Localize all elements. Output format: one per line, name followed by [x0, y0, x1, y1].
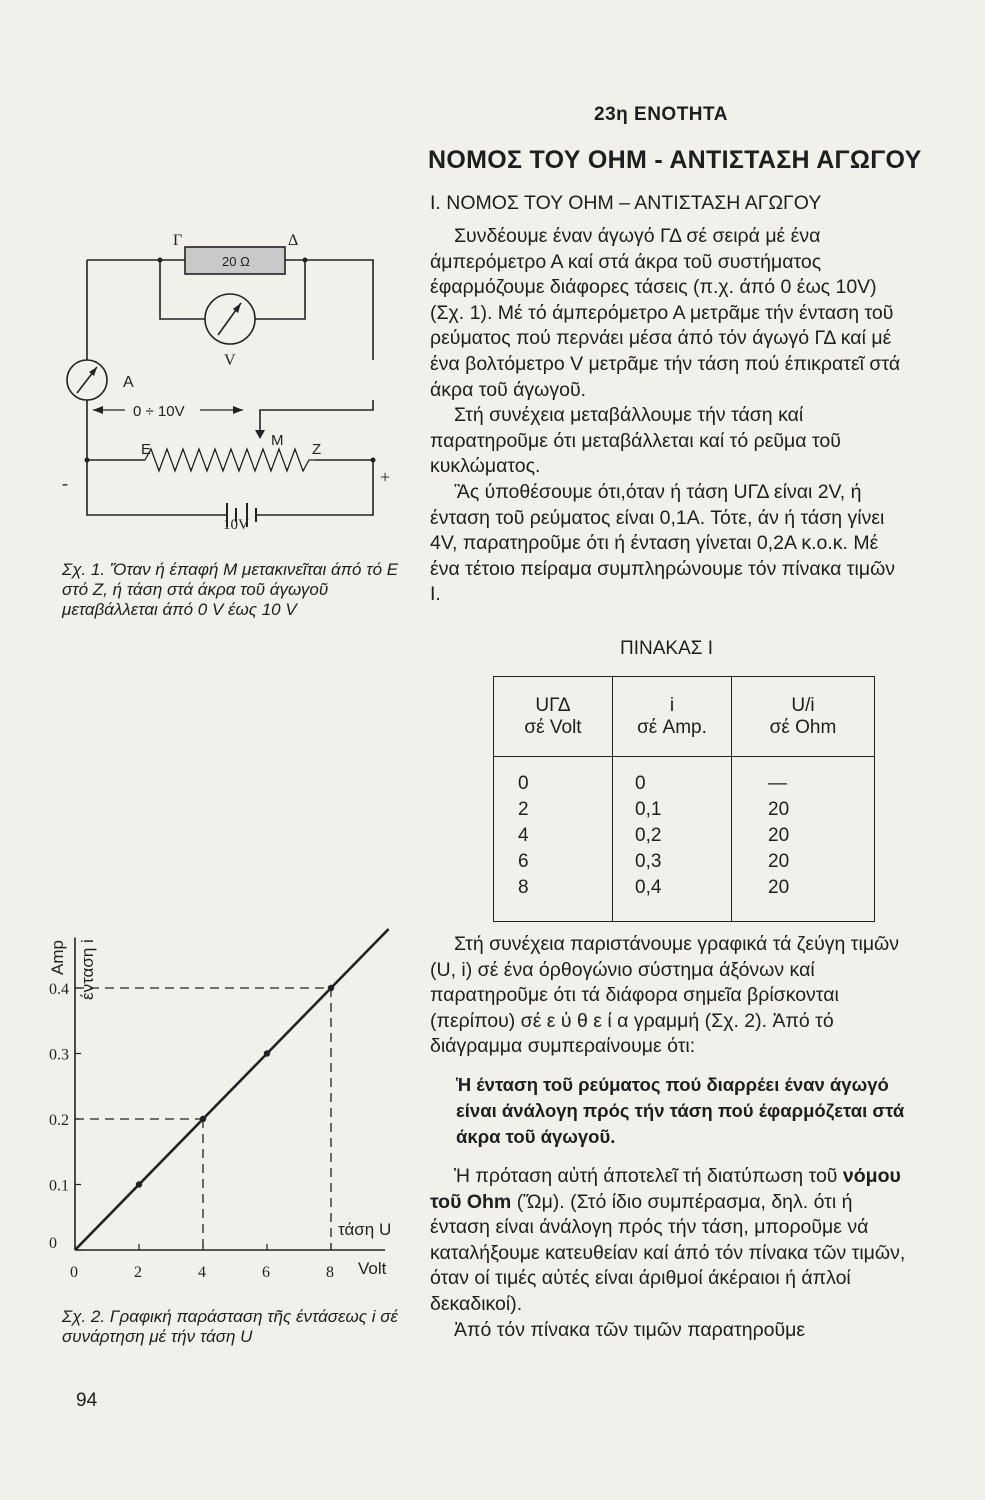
label-plus: + — [380, 467, 391, 487]
junction-dot — [85, 458, 90, 463]
header-cell-i — [613, 677, 732, 757]
cell: 20 — [768, 851, 790, 872]
cell: 4 — [518, 825, 529, 846]
paragraph-1 — [430, 224, 908, 608]
header-u-line1: UΓΔ — [535, 694, 571, 716]
y-axis-unit: Amp — [48, 940, 67, 975]
column-ratio — [732, 757, 875, 922]
page-title: ΝΟΜΟΣ ΤΟΥ ΟΗΜ - ΑΝΤΙΣΤΑΣΗ ΑΓΩΓΟΥ — [428, 146, 922, 174]
top-wire — [87, 260, 373, 360]
label-v: V — [224, 352, 236, 369]
junction-dot — [303, 258, 308, 263]
label-e: E — [141, 441, 152, 458]
cell: 20 — [768, 799, 790, 820]
junction-dot — [158, 258, 163, 263]
label-delta: Δ — [288, 232, 299, 249]
header-cell-ratio — [732, 677, 875, 757]
cell: — — [768, 773, 787, 794]
paragraph-5 — [430, 1164, 908, 1318]
paragraph-1-text: Συνδέουμε έναν άγωγό ΓΔ σέ σειρά μέ ένα άμπερόμετρο Α καί στά άκρα τοῦ συστήματος έφαρμόζουμε διάφορες τάσεις (π.χ. άπό 0 έως 10V) (Σχ. 1). Μέ τό άμπερόμετρο Α μετρᾶμε τήν ένταση τοῦ ρεύματος πού περνάει μέσα άπό τόν άγωγό ΓΔ καί μέ ένα βολτόμετρο V μετρᾶμε τήν τάση πού έπικρατεῖ στά άκρα τοῦ άγωγοῦ. — [430, 225, 901, 401]
x-axis-name-text: τάση U — [338, 1220, 392, 1239]
x-tick-label: 2 — [134, 1264, 142, 1281]
table-header-row — [494, 677, 875, 757]
y-tick-label: 0.2 — [49, 1112, 69, 1129]
label-m: M — [271, 432, 284, 449]
data-point — [264, 1050, 270, 1056]
header-i-line1: i — [669, 694, 675, 716]
subsection-title: Ι. ΝΟΜΟΣ ΤΟΥ ΟΗΜ – ΑΝΤΙΣΤΑΣΗ ΑΓΩΓΟΥ — [430, 192, 822, 214]
cell: 0,2 — [635, 825, 662, 846]
x-tick-label: 4 — [198, 1264, 206, 1281]
y-tick-label: 0.3 — [49, 1046, 69, 1064]
rheostat-zigzag — [145, 449, 315, 471]
label-z: Z — [312, 441, 322, 458]
junction-dot — [371, 458, 376, 463]
data-point — [328, 985, 334, 991]
cell: 0,3 — [635, 851, 662, 872]
x-tick-label: 0 — [70, 1264, 78, 1281]
paragraph-5-end: (Ὤμ). (Στό ίδιο συμπέρασμα, δηλ. ότι ή ένταση είναι άνάλογη πρός τήν τάση, μποροῦμε νά καταλήξουμε κατευθείαν καί άπό τόν πίνακα τῶν τιμῶν, όταν οί τιμές αὐτές είναι άριθμοί άκέραιοι ή άπλοί δεκαδικοί). — [430, 1190, 906, 1315]
y-tick-label: 0.1 — [49, 1177, 69, 1195]
cell: 8 — [518, 877, 529, 898]
range-arrow-left-head — [93, 406, 103, 414]
cell: 20 — [768, 825, 790, 846]
ohm-law-term: νόμου τοῦ Ohm — [430, 1164, 901, 1213]
slider-wire — [260, 400, 373, 430]
table-body-row — [494, 757, 875, 922]
circuit-diagram — [55, 225, 395, 545]
figure-2-caption: Σχ. 2. Γραφική παράσταση τῆς έντάσεως i σέ συνάρτηση μέ τήν τάση U — [62, 1307, 398, 1346]
header-cell-u — [494, 677, 613, 757]
label-minus: - — [62, 473, 68, 493]
label-a: A — [123, 374, 134, 391]
column-u — [494, 757, 613, 922]
header-i-line2: σέ Amp. — [637, 716, 707, 738]
section-header: 23η ΕΝΟΤΗΤΑ — [594, 104, 728, 125]
y-axis-name: ένταση i — [78, 939, 97, 1000]
x-axis-unit: Volt — [358, 1259, 387, 1278]
y-tick-label: 0 — [49, 1235, 57, 1252]
cell: 6 — [518, 851, 529, 872]
ohm-graph — [45, 920, 415, 1290]
x-tick-label: 6 — [262, 1264, 270, 1281]
data-point — [200, 1116, 206, 1122]
cell: 2 — [518, 799, 529, 820]
paragraph-4-text: Στή συνέχεια παριστάνουμε γραφικά τά ζεύγη τιμῶν (U, i) σέ ένα όρθογώνιο σύστημα άξόνων καί παρατηροῦμε ότι τά διάφορα σημεῖα βρίσκονται (περίπου) σέ ε ὐ θ ε ί α γραμμή (Σχ. 2). Ἀπό τό διάγραμμα συμπεραίνουμε ότι: — [430, 933, 900, 1058]
page-number: 94 — [76, 1390, 98, 1411]
label-range: 0 ÷ 10V — [133, 403, 185, 420]
range-arrow-right-head — [233, 406, 243, 414]
cell: 0,1 — [635, 799, 662, 820]
slider-contact — [255, 430, 265, 439]
cell: 0 — [518, 773, 529, 794]
header-ratio-line2: σέ Ohm — [769, 716, 837, 738]
cell: 0 — [635, 773, 646, 794]
figure-1-caption: Σχ. 1. Ὅταν ή έπαφή Μ μετακινεῖται άπό τό Ε στό Ζ, ή τάση στά άκρα τοῦ άγωγοῦ μεταβάλλεται άπό 0 V έως 10 V — [62, 560, 399, 619]
table-title: ΠΙΝΑΚΑΣ Ι — [620, 638, 714, 659]
paragraph-5-start: Ἡ πρόταση αὐτή άποτελεῖ τή διατύπωση τοῦ — [454, 1164, 838, 1187]
data-point — [136, 1181, 142, 1187]
paragraph-2-text: Στή συνέχεια μεταβάλλουμε τήν τάση καί παρατηροῦμε ότι μεταβάλλεται καί τό ρεῦμα τοῦ κυκλώματος. — [430, 404, 841, 478]
label-battery: 10V — [223, 517, 249, 533]
x-axis-name — [338, 1220, 391, 1239]
paragraph-6-text: Ἀπό τόν πίνακα τῶν τιμῶν παρατηροῦμε — [454, 1318, 806, 1341]
column-i — [613, 757, 732, 922]
values-table — [493, 676, 875, 922]
law-statement: Ἡ ένταση τοῦ ρεύματος πού διαρρέει έναν άγωγό είναι άνάλογη πρός τήν τάση πού έφαρμόζεται στά άκρα τοῦ άγωγοῦ. — [456, 1073, 905, 1147]
x-tick-label: 8 — [326, 1264, 334, 1281]
paragraph-group-2 — [430, 932, 908, 1343]
resistor-label: 20 Ω — [222, 254, 250, 269]
paragraph-3-text: Ἂς ύποθέσουμε ότι,όταν ή τάση UΓΔ είναι 2V, ή ένταση τοῦ ρεύματος είναι 0,1Α. Τότε, άν ή τάση γίνει 4V, παρατηροῦμε ότι ή ένταση γίνεται 0,2Α κ.ο.κ. Μέ ένα τέτοιο πείραμα συμπληρώνουμε τόν πίνακα τιμῶν Ι. — [430, 480, 896, 606]
cell: 20 — [768, 877, 790, 898]
header-ratio-line1: U/i — [791, 694, 815, 716]
y-tick-label: 0.4 — [49, 981, 69, 998]
cell: 0,4 — [635, 877, 662, 898]
series-line — [75, 929, 392, 1250]
bottom-wire — [87, 400, 373, 515]
label-gamma: Γ — [173, 232, 183, 249]
header-u-line2: σέ Volt — [524, 716, 582, 738]
